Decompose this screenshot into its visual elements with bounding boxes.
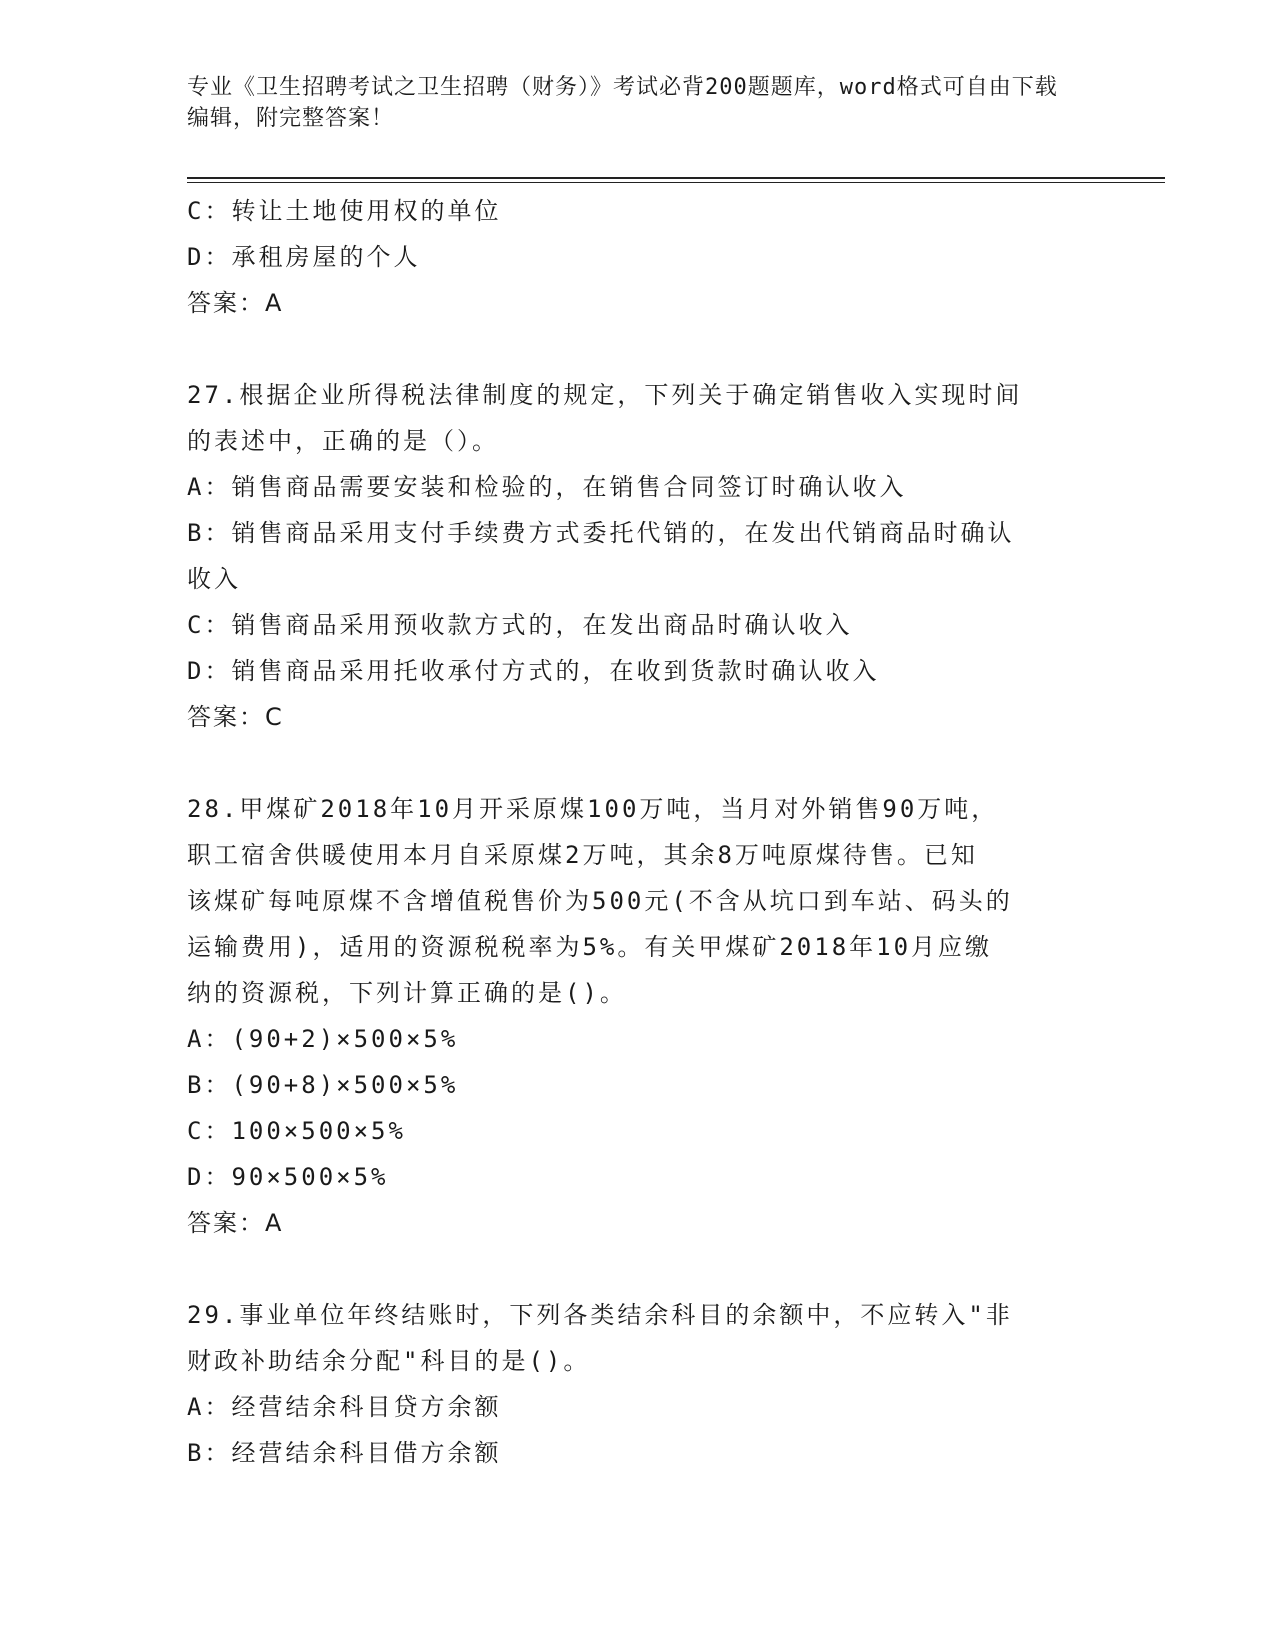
question-text-line: B：销售商品采用支付手续费方式委托代销的，在发出代销商品时确认: [187, 519, 1015, 547]
question-text-line: 28.甲煤矿2018年10月开采原煤100万吨，当月对外销售90万吨，: [187, 795, 999, 823]
option-line: A：经营结余科目贷方余额: [187, 1393, 502, 1421]
answer-line: 答案：A: [187, 289, 284, 317]
option-line: B：(90+8)×500×5%: [187, 1071, 459, 1099]
question-text-line: 29.事业单位年终结账时，下列各类结余科目的余额中，不应转入"非: [187, 1301, 1013, 1329]
option-line: A：销售商品需要安装和检验的，在销售合同签订时确认收入: [187, 473, 907, 501]
answer-line: 答案：A: [187, 1209, 284, 1237]
question-text-line: 财政补助结余分配"科目的是()。: [187, 1347, 591, 1375]
option-line: C：100×500×5%: [187, 1117, 406, 1145]
option-line: C：转让土地使用权的单位: [187, 197, 502, 225]
answer-line: 答案：C: [187, 703, 284, 731]
question-text-line: 职工宿舍供暖使用本月自采原煤2万吨，其余8万吨原煤待售。已知: [187, 841, 978, 869]
header-rule-thick: [187, 177, 1165, 179]
question-text-line: 收入: [187, 565, 241, 593]
option-line: D：承租房屋的个人: [187, 243, 421, 271]
option-line: C：销售商品采用预收款方式的，在发出商品时确认收入: [187, 611, 853, 639]
question-text-line: 纳的资源税，下列计算正确的是()。: [187, 979, 627, 1007]
option-line: B：经营结余科目借方余额: [187, 1439, 502, 1467]
question-text-line: 的表述中，正确的是（）。: [187, 427, 499, 455]
option-line: D：销售商品采用托收承付方式的，在收到货款时确认收入: [187, 657, 880, 685]
question-text-line: 该煤矿每吨原煤不含增值税售价为500元(不含从坑口到车站、码头的: [187, 887, 1013, 915]
spacer: [187, 1246, 1087, 1292]
spacer: [187, 326, 1087, 372]
document-header: 专业《卫生招聘考试之卫生招聘（财务）》考试必背200题题库，word格式可自由下载编辑，附完整答案！: [187, 75, 1058, 131]
question-text-line: 运输费用)，适用的资源税税率为5%。有关甲煤矿2018年10月应缴: [187, 933, 993, 961]
question-text-line: 27.根据企业所得税法律制度的规定，下列关于确定销售收入实现时间: [187, 381, 1023, 409]
spacer: [187, 740, 1087, 786]
header-rule-thin: [187, 182, 1165, 183]
option-line: A：(90+2)×500×5%: [187, 1025, 459, 1053]
question-list: [187, 188, 1087, 1476]
option-line: D：90×500×5%: [187, 1163, 389, 1191]
